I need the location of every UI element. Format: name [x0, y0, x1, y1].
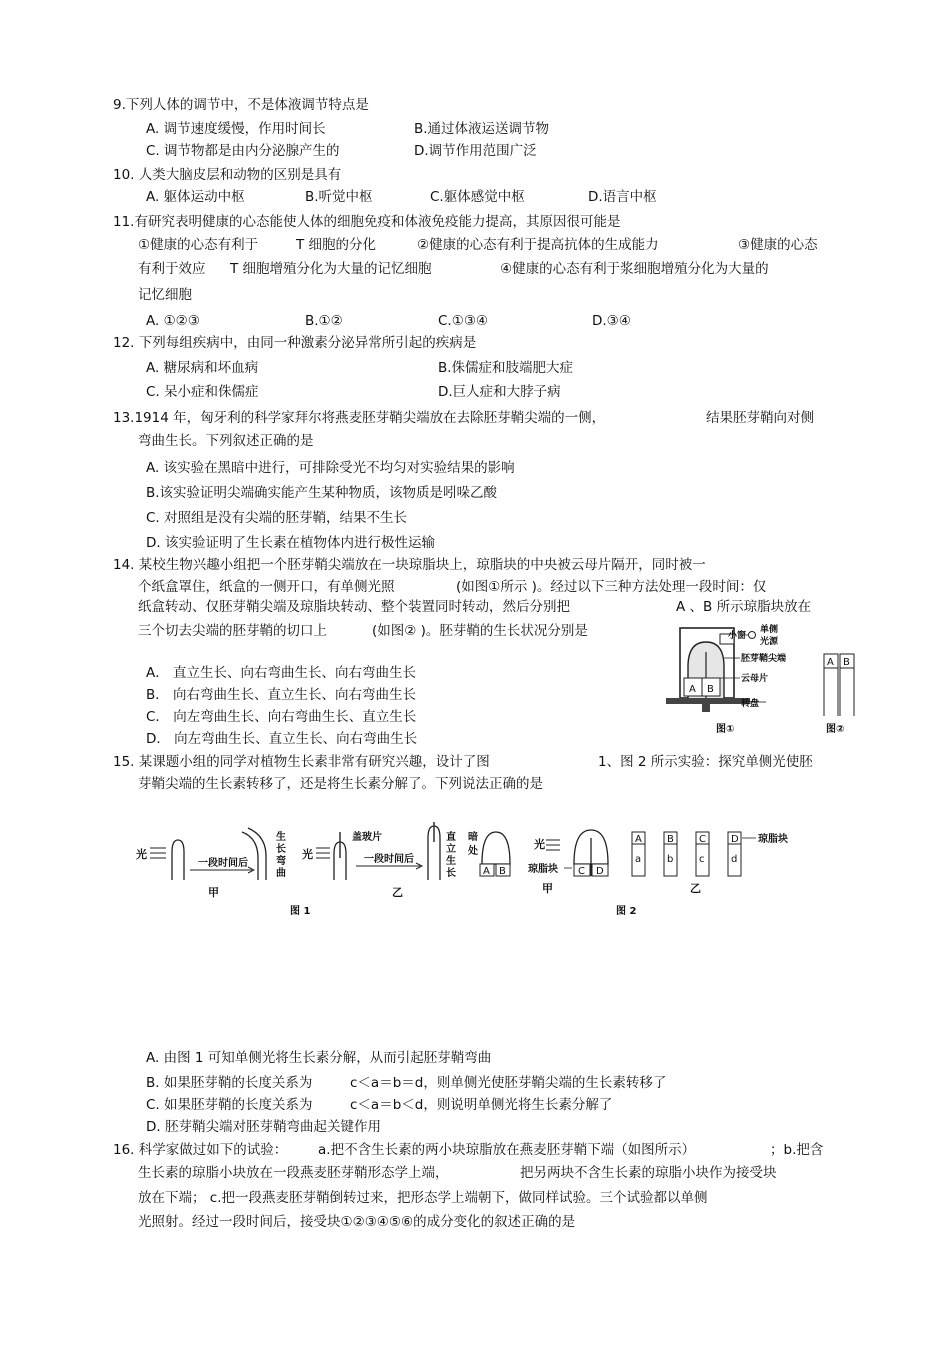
q15-fig2-yi-label-b: B — [667, 834, 674, 845]
q15-fig2-dark-tip — [482, 832, 510, 864]
q9-option-b: B.通过体液运送调节物 — [414, 121, 550, 137]
q11-option-b: B.①② — [305, 313, 343, 329]
q15-fig1-yi-mica-label: 盖玻片 — [352, 832, 382, 843]
q16-line3: 放在下端； c.把一段燕麦胚芽鞘倒转过来，把形态学上端朝下，做同样试验。三个试验都以单侧 — [138, 1190, 708, 1206]
q11-line1-c: ②健康的心态有利于提高抗体的生成能力 — [417, 237, 659, 253]
q14-mica-label: 云母片 — [741, 674, 769, 684]
q15-fig1-bend-char-3: 弯 — [276, 856, 286, 867]
q16-line1b: a.把不含生长素的两小块琼脂放在燕麦胚芽鞘下端（如图所示） — [318, 1142, 696, 1158]
q10-option-b: B.听觉中枢 — [305, 189, 373, 205]
q15-fig2-label-c: C — [578, 866, 585, 877]
q14-light-label-2: 光源 — [760, 637, 779, 647]
q14-fig2-label-b: B — [843, 657, 850, 668]
q13-option-b: B.该实验证明尖端确实能产生某种物质，该物质是吲哚乙酸 — [146, 485, 498, 501]
q12-stem: 12. 下列每组疾病中，由同一种激素分泌异常所引起的疾病是 — [113, 335, 477, 351]
q15-fig1-yi-light-label: 光 — [302, 848, 313, 861]
q14-stem-line4a: 三个切去尖端的胚芽鞘的切口上 — [138, 623, 327, 639]
q13-option-d: D. 该实验证明了生长素在植物体内进行极性运输 — [146, 535, 435, 551]
q14-label-b: B — [707, 684, 714, 695]
q15-fig2-yi-lower-a: a — [635, 854, 642, 865]
q16-line1a: 16. 科学家做过如下的试验： — [113, 1142, 288, 1158]
q15-fig1-caption: 图 1 — [290, 906, 311, 917]
q15-fig2-agar-label: 琼脂块 — [528, 864, 558, 875]
q15-option-a: A. 由图 1 可知单侧光将生长素分解，从而引起胚芽鞘弯曲 — [146, 1050, 492, 1066]
q15-fig1-upright-char-3: 生 — [446, 856, 456, 867]
q11-line2-c: ④健康的心态有利于浆细胞增殖分化为大量的 — [500, 261, 769, 277]
q14-fig2-stem-a — [824, 668, 838, 716]
q15-fig2-yi-label: 乙 — [690, 882, 701, 895]
q15-fig2-yi-lower-b: b — [667, 854, 674, 865]
q11-line1-d: ③健康的心态 — [738, 237, 818, 253]
q15-fig2-dark-char-2: 处 — [468, 846, 478, 857]
q14-window-label: 小窗 — [728, 631, 747, 641]
q15-option-d: D. 胚芽鞘尖端对胚芽鞘弯曲起关键作用 — [146, 1119, 381, 1135]
q14-turntable-stem — [702, 704, 710, 712]
q15-option-c-part1: C. 如果胚芽鞘的长度关系为 — [146, 1097, 313, 1113]
q15-fig1-jia-light-arrows — [150, 848, 166, 858]
q9-option-d: D.调节作用范围广泛 — [414, 143, 537, 159]
q15-fig1-yi-light-arrows — [316, 848, 330, 858]
q15-fig2-jia-label: 甲 — [542, 882, 553, 895]
q12-option-a: A. 糖尿病和坏血病 — [146, 360, 259, 376]
q15-fig1-bend-char-1: 生 — [276, 832, 286, 843]
q16-line4: 光照射。经过一段时间后，接受块①②③④⑤⑥的成分变化的叙述正确的是 — [138, 1214, 576, 1230]
q13-stem-line2: 弯曲生长。下列叙述正确的是 — [138, 433, 314, 449]
q11-line2-b: T 细胞增殖分化为大量的记忆细胞 — [230, 261, 432, 277]
q14-option-b: B． 向右弯曲生长、直立生长、向右弯曲生长 — [146, 687, 417, 703]
q15-fig2-yi-label-d: D — [731, 834, 739, 845]
q9-stem: 9.下列人体的调节中，不是体液调节特点是 — [113, 97, 369, 113]
q14-stem-line2a: 个纸盒罩住，纸盒的一侧开口，有单侧光照 — [138, 579, 395, 595]
q10-option-a: A. 躯体运动中枢 — [146, 189, 245, 205]
q13-stem-line1b: 结果胚芽鞘向对侧 — [706, 410, 814, 426]
q15-fig2-yi-group — [632, 832, 788, 895]
q15-fig1-upright-char-2: 立 — [446, 844, 456, 855]
q15-fig1-upright-char-4: 长 — [446, 868, 456, 879]
q14-caption-2: 图② — [826, 724, 845, 735]
q11-line3: 记忆细胞 — [138, 287, 192, 303]
q14-stem-line3a: 纸盒转动、仅胚芽鞘尖端及琼脂块转动、整个装置同时转动，然后分别把 — [138, 599, 570, 615]
q10-option-c: C.躯体感觉中枢 — [430, 189, 525, 205]
q11-line1-a: ①健康的心态有利于 — [138, 237, 259, 253]
q15-fig2-label-b: B — [499, 866, 506, 877]
q15-fig1-jia-bent-coleoptile — [242, 828, 266, 880]
q12-option-c: C. 呆小症和侏儒症 — [146, 384, 259, 400]
q14-figure — [660, 622, 860, 738]
q14-option-c: C． 向左弯曲生长、向右弯曲生长、直立生长 — [146, 709, 417, 725]
q13-option-c: C. 对照组是没有尖端的胚芽鞘，结果不生长 — [146, 510, 408, 526]
q15-fig2-yi-agar-label: 琼脂块 — [758, 834, 788, 845]
q15-fig1-yi-time-label: 一段时间后 — [364, 854, 414, 865]
q11-option-a: A. ①②③ — [146, 313, 200, 329]
q15-fig2-yi-label-a: A — [635, 834, 642, 845]
q14-fig2-stem-b — [840, 668, 854, 716]
q15-fig1-jia-time-label: 一段时间后 — [198, 858, 248, 869]
q11-line2-a: 有利于效应 — [138, 261, 206, 277]
q14-stem-line1: 14. 某校生物兴趣小组把一个胚芽鞘尖端放在一块琼脂块上，琼脂块的中央被云母片隔开，同时被一 — [113, 557, 706, 573]
q15-option-c-part2: c＜a＝b＜d，则说明单侧光将生长素分解了 — [350, 1097, 613, 1113]
q14-turntable-label: 转盘 — [741, 699, 760, 709]
q15-fig1-jia-label: 甲 — [208, 886, 219, 899]
q10-option-d: D.语言中枢 — [588, 189, 657, 205]
q15-stem-line1b: 1、图 2 所示实验：探究单侧光使胚 — [598, 754, 813, 770]
q14-tip-label: 胚芽鞘尖端 — [741, 654, 787, 664]
q13-stem-line1a: 13.1914 年，匈牙利的科学家拜尔将燕麦胚芽鞘尖端放在去除胚芽鞘尖端的一侧， — [113, 410, 606, 426]
q15-stem-line2: 芽鞘尖端的生长素转移了，还是将生长素分解了。下列说法正确的是 — [138, 776, 543, 792]
q15-option-b-part1: B. 如果胚芽鞘的长度关系为 — [146, 1075, 313, 1091]
q16-line2a: 生长素的琼脂小块放在一段燕麦胚芽鞘形态学上端， — [138, 1165, 449, 1181]
q14-fig2-label-a: A — [827, 657, 834, 668]
q14-turntable — [666, 698, 750, 704]
q14-option-a: A． 直立生长、向右弯曲生长、向右弯曲生长 — [146, 665, 417, 681]
q10-stem: 10. 人类大脑皮层和动物的区别是具有 — [113, 167, 342, 183]
q15-fig2-yi-lower-c: c — [699, 854, 705, 865]
q15-fig1-bend-char-4: 曲 — [276, 868, 286, 879]
q15-fig2-label-a: A — [483, 866, 490, 877]
q14-stem-line3b: A 、B 所示琼脂块放在 — [676, 599, 812, 615]
q14-caption-1: 图① — [716, 724, 735, 735]
q15-fig2-light-label: 光 — [534, 838, 545, 851]
q12-option-d: D.巨人症和大脖子病 — [438, 384, 561, 400]
q15-fig1-jia-coleoptile — [172, 840, 184, 880]
q15-fig2-yi-lower-d: d — [731, 854, 738, 865]
q9-option-a: A. 调节速度缓慢，作用时间长 — [146, 121, 326, 137]
q15-fig1-yi-label: 乙 — [392, 886, 403, 899]
q11-option-d: D.③④ — [592, 313, 631, 329]
q11-line1-b: T 细胞的分化 — [296, 237, 377, 253]
q14-light-label-1: 单侧 — [760, 625, 779, 635]
q16-line2b: 把另两块不含生长素的琼脂小块作为接受块 — [520, 1165, 777, 1181]
q14-label-a: A — [689, 684, 696, 695]
q14-stem-line2b: (如图①所示 )。经过以下三种方法处理一段时间：仅 — [456, 579, 767, 595]
q15-fig2-light-arrows — [546, 840, 560, 850]
q15-fig1-upright-char-1: 直 — [446, 832, 456, 843]
q15-fig2-caption: 图 2 — [616, 906, 637, 917]
q15-option-b-part2: c＜a＝b＝d，则单侧光使胚芽鞘尖端的生长素转移了 — [350, 1075, 667, 1091]
q15-fig2-dark-char-1: 暗 — [468, 832, 478, 843]
q11-option-c: C.①③④ — [438, 313, 489, 329]
q15-fig1-jia-light-label: 光 — [136, 848, 147, 861]
q15-fig1-bend-char-2: 长 — [276, 844, 286, 855]
q15-fig2-yi-label-c: C — [699, 834, 706, 845]
q12-option-b: B.侏儒症和肢端肥大症 — [438, 360, 574, 376]
q9-option-c: C. 调节物都是由内分泌腺产生的 — [146, 143, 340, 159]
q11-stem: 11.有研究表明健康的心态能使人体的细胞免疫和体液免疫能力提高，其原因很可能是 — [113, 214, 621, 230]
q16-line1c: ；b.把含 — [770, 1142, 824, 1158]
q15-stem-line1a: 15. 某课题小组的同学对植物生长素非常有研究兴趣，设计了图 — [113, 754, 490, 770]
q15-figure — [130, 818, 810, 922]
q13-option-a: A. 该实验在黑暗中进行，可排除受光不均匀对实验结果的影响 — [146, 460, 515, 476]
q14-light-source-icon — [749, 632, 756, 639]
q14-stem-line4b: (如图② )。胚芽鞘的生长状况分别是 — [372, 623, 588, 639]
q15-fig2-label-d: D — [596, 866, 604, 877]
q14-option-d: D． 向左弯曲生长、直立生长、向右弯曲生长 — [146, 731, 418, 747]
